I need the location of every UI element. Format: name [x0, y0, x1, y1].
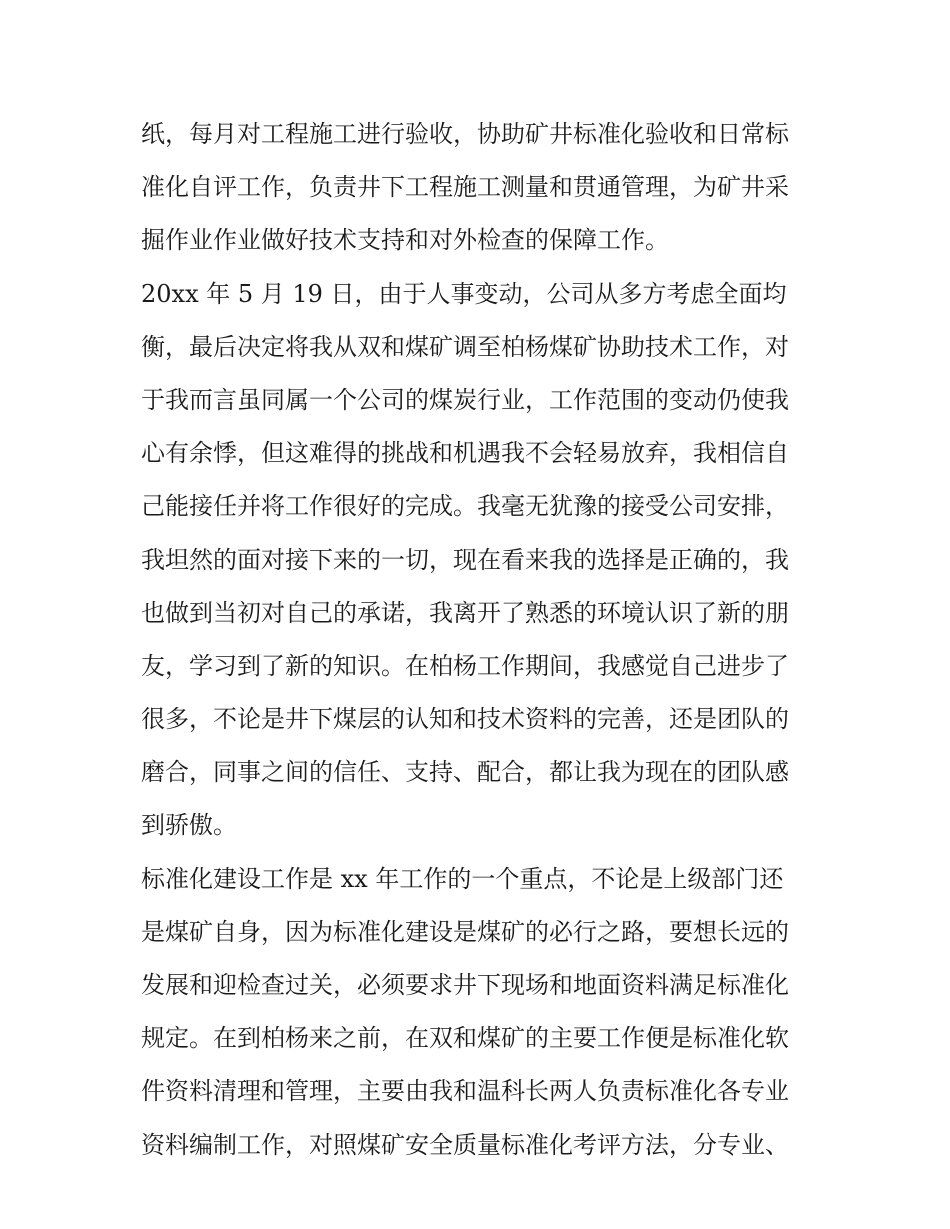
- text-line: 己能接任并将工作很好的完成。我毫无犹豫的接受公司安排，: [141, 492, 789, 521]
- text-line: 准化自评工作，负责井下工程施工测量和贯通管理，为矿井采: [141, 173, 789, 202]
- text-line: 我坦然的面对接下来的一切，现在看来我的选择是正确的，我: [141, 545, 789, 574]
- text-line: 规定。在到柏杨来之前，在双和煤矿的主要工作便是标准化软: [141, 1024, 789, 1053]
- text-line: 磨合，同事之间的信任、支持、配合，都让我为现在的团队感: [141, 758, 789, 787]
- text-line: 20xx 年 5 月 19 日，由于人事变动，公司从多方考虑全面均: [141, 279, 787, 308]
- text-line: 掘作业作业做好技术支持和对外检查的保障工作。: [141, 226, 669, 255]
- text-line: 发展和迎检查过关，必须要求井下现场和地面资料满足标准化: [141, 971, 789, 999]
- text-line: 也做到当初对自己的承诺，我离开了熟悉的环境认识了新的朋: [141, 598, 789, 627]
- text-line: 于我而言虽同属一个公司的煤炭行业，工作范围的变动仍使我: [141, 385, 789, 414]
- text-line: 到骄傲。: [141, 811, 237, 840]
- text-line: 心有余悸，但这难得的挑战和机遇我不会轻易放弃，我相信自: [141, 439, 789, 468]
- text-line: 很多，不论是井下煤层的认知和技术资料的完善，还是团队的: [141, 705, 789, 734]
- text-line: 资料编制工作，对照煤矿安全质量标准化考评方法，分专业、: [141, 1130, 789, 1159]
- text-line: 衡，最后决定将我从双和煤矿调至柏杨煤矿协助技术工作，对: [141, 332, 789, 361]
- text-line: 是煤矿自身，因为标准化建设是煤矿的必行之路，要想长远的: [141, 917, 789, 946]
- body-text: [141, 108, 821, 1172]
- text-line: 纸，每月对工程施工进行验收，协助矿井标准化验收和日常标: [141, 120, 789, 148]
- text-line: 件资料清理和管理，主要由我和温科长两人负责标准化各专业: [141, 1077, 789, 1106]
- text-line: 标准化建设工作是 xx 年工作的一个重点，不论是上级部门还: [141, 864, 784, 893]
- text-line: 友，学习到了新的知识。在柏杨工作期间，我感觉自己进步了: [141, 651, 789, 680]
